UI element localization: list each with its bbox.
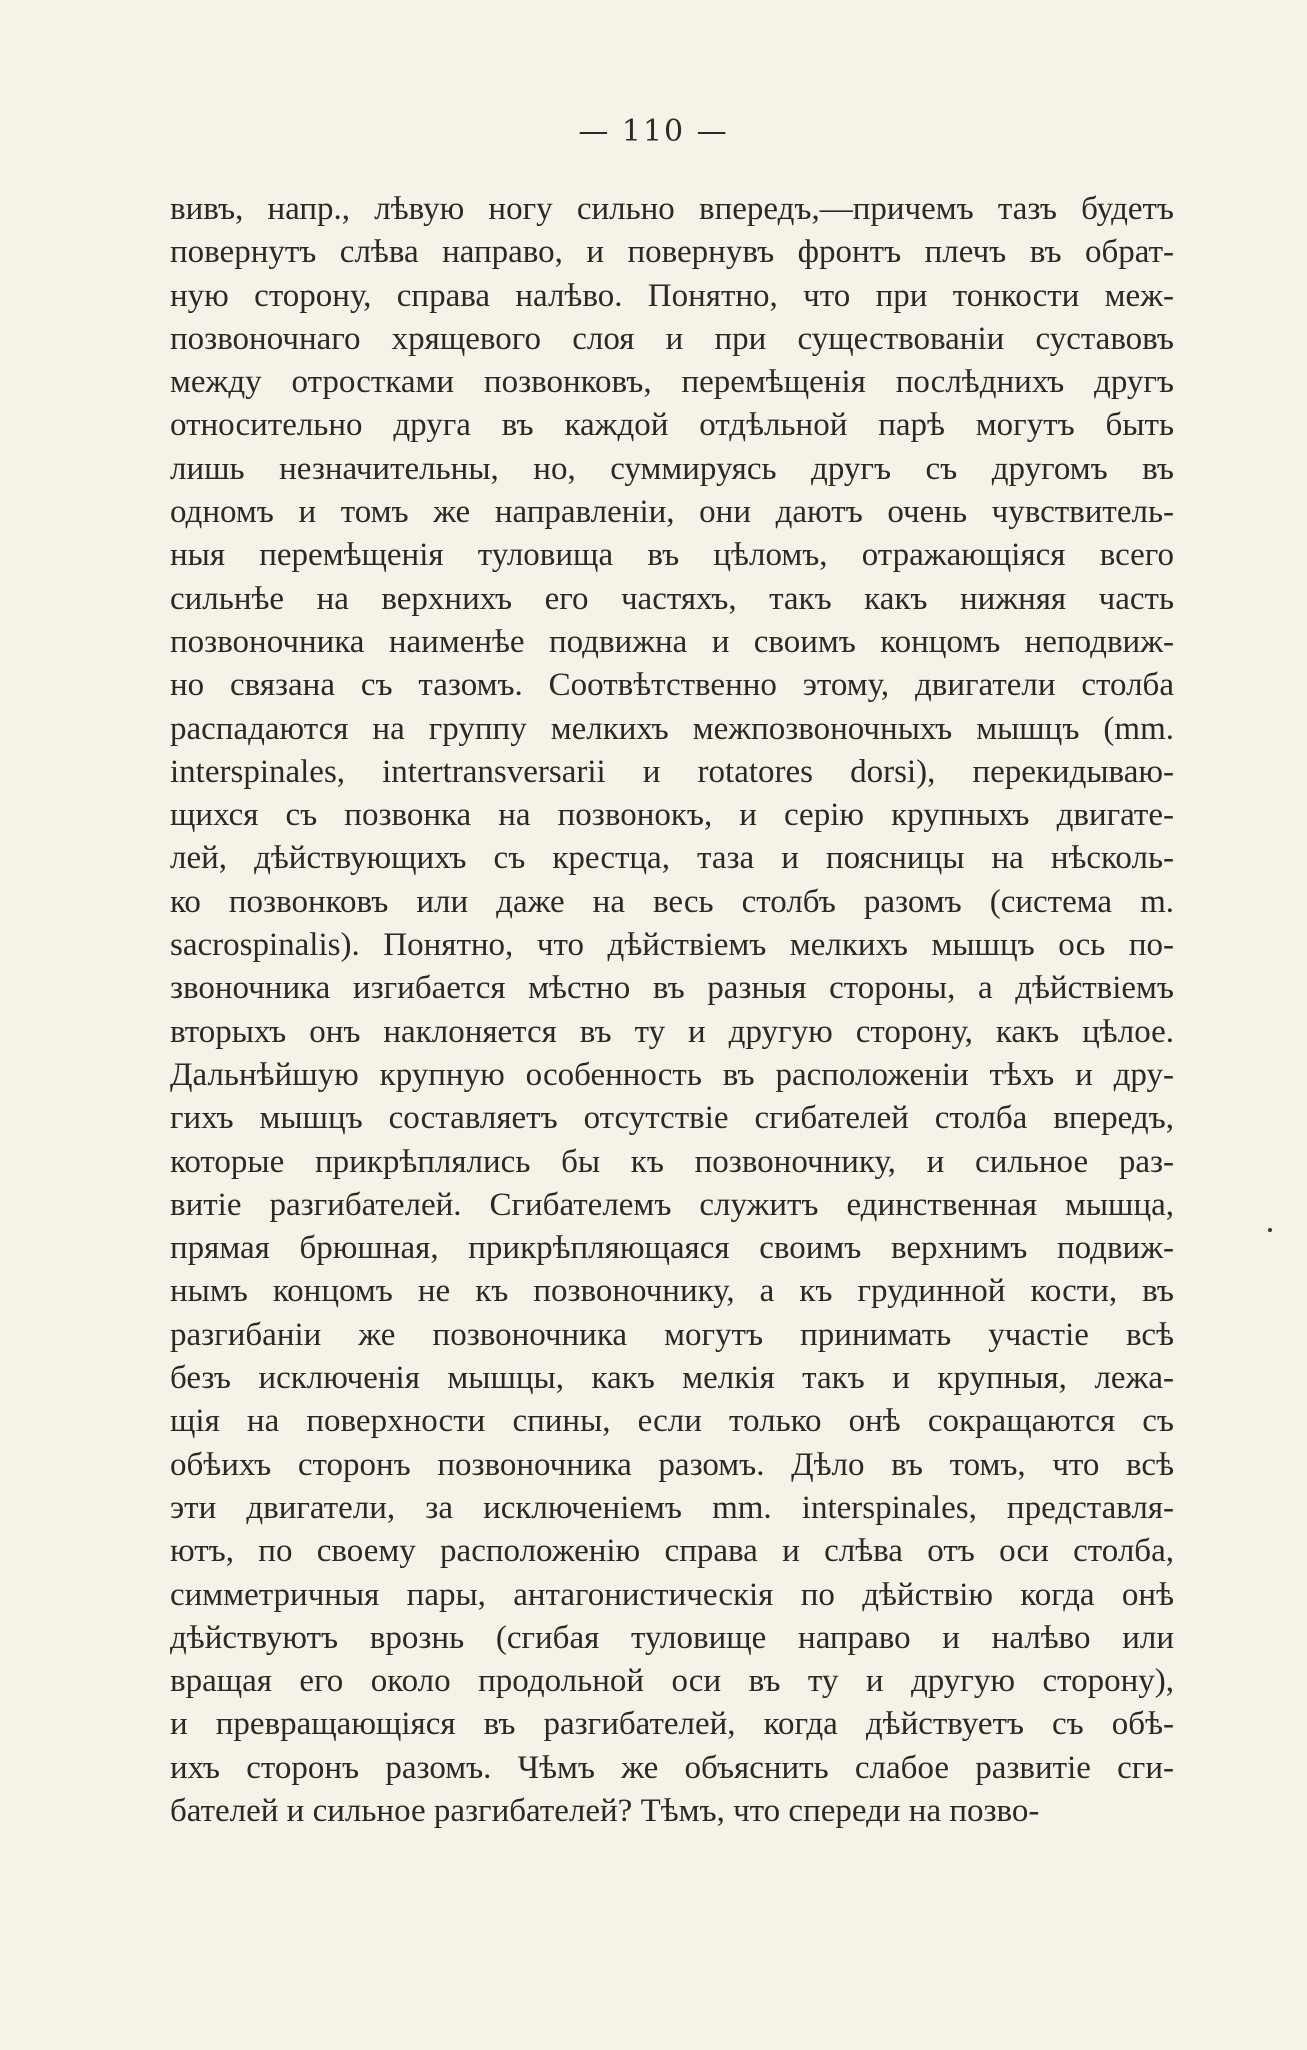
text-line: но связана съ тазомъ. Соотвѣтственно этому, двигатели столба <box>170 667 1174 704</box>
text-line: лишь незначительны, но, суммируясь другъ съ другомъ въ <box>170 450 1174 487</box>
text-line: вращая его около продольной оси въ ту и другую сторону), <box>170 1663 1174 1700</box>
text-line: эти двигатели, за исключеніемъ mm. interspinales, представля- <box>170 1489 1174 1526</box>
text-line: распадаются на группу мелкихъ межпозвоночныхъ мышцъ (mm. <box>170 710 1174 747</box>
page-number: — 110 — <box>578 114 729 149</box>
text-line: обѣихъ сторонъ позвоночника разомъ. Дѣло въ томъ, что всѣ <box>170 1446 1174 1483</box>
text-line: безъ исключенія мышцы, какъ мелкія такъ и крупныя, лежа- <box>170 1360 1174 1397</box>
text-line: звоночника изгибается мѣстно въ разныя стороны, а дѣйствіемъ <box>170 970 1174 1007</box>
text-line: interspinales, intertransversarii и rotatores dorsi), перекидываю- <box>170 753 1174 790</box>
text-line: повернутъ слѣва направо, и повернувъ фронтъ плечъ въ обрат- <box>170 234 1174 271</box>
text-line: нымъ концомъ не къ позвоночнику, а къ грудинной кости, въ <box>170 1273 1174 1310</box>
text-line: бателей и сильное разгибателей? Тѣмъ, что спереди на позво- <box>170 1792 1040 1829</box>
text-line: относительно друга въ каждой отдѣльной парѣ могутъ быть <box>170 407 1174 444</box>
text-line: прямая брюшная, прикрѣпляющаяся своимъ верхнимъ подвиж- <box>170 1230 1174 1267</box>
text-line: дѣйствуютъ врознь (сгибая туловище направо и налѣво или <box>170 1619 1174 1656</box>
text-line: витіе разгибателей. Сгибателемъ служитъ единственная мышца, <box>170 1186 1174 1223</box>
text-line: щихся съ позвонка на позвонокъ, и серію крупныхъ двигате- <box>170 797 1174 834</box>
text-line: ную сторону, справа налѣво. Понятно, что при тонкости меж- <box>170 277 1174 314</box>
text-line: лей, дѣйствующихъ съ крестца, таза и поясницы на нѣсколь- <box>170 840 1174 877</box>
text-line: гихъ мышцъ составляетъ отсутствіе сгибателей столба впередъ, <box>170 1100 1174 1137</box>
text-line: между отростками позвонковъ, перемѣщенія послѣднихъ другъ <box>170 364 1174 401</box>
body-text <box>170 188 1174 1833</box>
text-line: вивъ, напр., лѣвую ногу сильно впередъ,—причемъ тазъ будетъ <box>170 191 1174 227</box>
text-line: разгибаніи же позвоночника могутъ принимать участіе всѣ <box>170 1316 1174 1353</box>
text-line: щія на поверхности спины, если только онѣ сокращаются съ <box>170 1403 1174 1440</box>
text-line: ихъ сторонъ разомъ. Чѣмъ же объяснить слабое развитіе сги- <box>170 1749 1174 1786</box>
text-line: вторыхъ онъ наклоняется въ ту и другую сторону, какъ цѣлое. <box>170 1013 1174 1050</box>
text-line: сильнѣе на верхнихъ его частяхъ, такъ какъ нижняя часть <box>170 580 1174 617</box>
text-line: sacrospinalis). Понятно, что дѣйствіемъ мелкихъ мышцъ ось по- <box>170 927 1174 964</box>
text-line: ютъ, по своему расположенію справа и слѣва отъ оси столба, <box>170 1533 1174 1570</box>
text-line: позвоночнаго хрящевого слоя и при существованіи суставовъ <box>170 320 1174 357</box>
text-line: позвоночника наименѣе подвижна и своимъ концомъ неподвиж- <box>170 623 1174 660</box>
text-line: одномъ и томъ же направленіи, они даютъ очень чувствитель- <box>170 494 1174 531</box>
text-line: и превращающіяся въ разгибателей, когда дѣйствуетъ съ обѣ- <box>170 1706 1174 1743</box>
text-line: симметричныя пары, антагонистическія по дѣйствію когда онѣ <box>170 1576 1174 1613</box>
text-line: которые прикрѣплялись бы къ позвоночнику, и сильное раз- <box>170 1143 1174 1180</box>
text-line: ко позвонковъ или даже на весь столбъ разомъ (система m. <box>170 883 1174 920</box>
text-line: Дальнѣйшую крупную особенность въ расположеніи тѣхъ и дру- <box>170 1056 1174 1093</box>
ink-speck <box>1268 1228 1272 1232</box>
text-line: ныя перемѣщенія туловища въ цѣломъ, отражающіяся всего <box>170 537 1174 574</box>
